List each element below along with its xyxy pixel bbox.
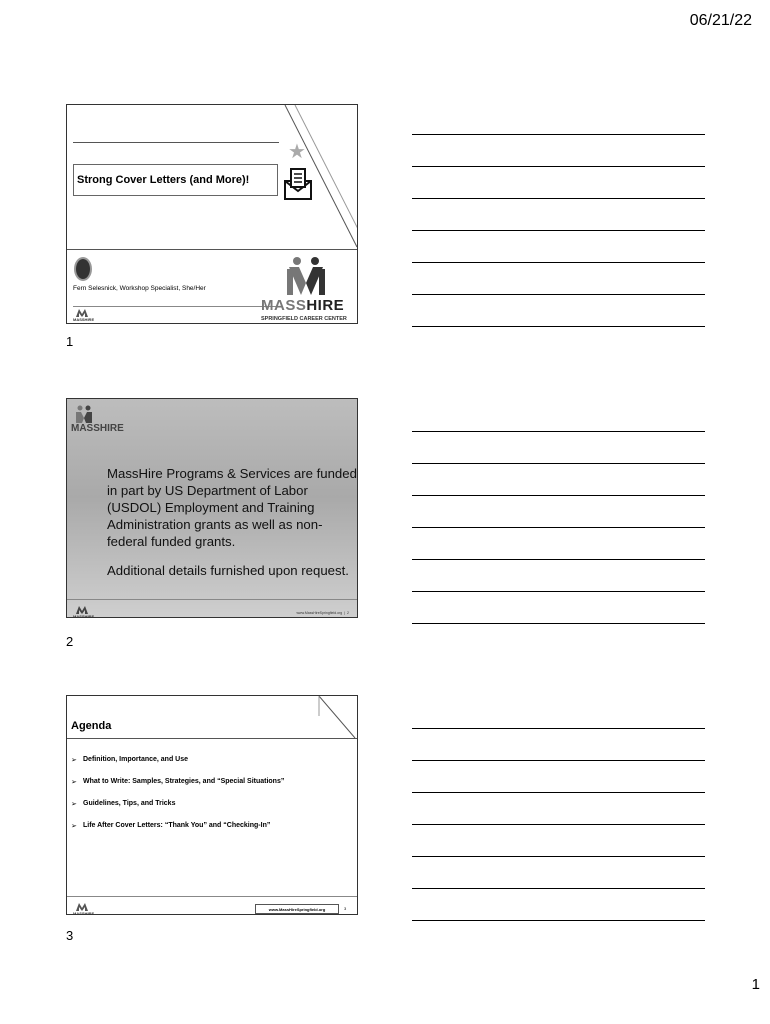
slide-index-1: 1	[66, 334, 74, 349]
agenda-item	[71, 800, 356, 808]
note-line	[412, 326, 705, 327]
brand-mass-text: MASS	[261, 297, 307, 314]
slide-title: Strong Cover Letters (and More)!	[73, 164, 278, 196]
slide-thumbnail-3[interactable]	[66, 695, 358, 915]
funding-statement	[107, 465, 357, 591]
note-line	[412, 920, 705, 921]
masshire-logo-icon	[73, 405, 95, 423]
note-line	[412, 463, 705, 464]
arrow-bullet-icon: ➢	[71, 801, 77, 808]
agenda-list	[71, 756, 356, 844]
footer-url: www.MassHireSpringfield.org	[296, 611, 343, 615]
note-line	[412, 792, 705, 793]
footer-url[interactable]: www.MassHireSpringfield.org	[255, 904, 339, 914]
arrow-bullet-icon: ➢	[71, 757, 77, 764]
masshire-logo	[71, 405, 131, 434]
mini-logo-text: MASSHIRE	[73, 911, 95, 915]
note-line	[412, 591, 705, 592]
note-line	[412, 294, 705, 295]
slide-index-2: 2	[66, 634, 74, 649]
mini-logo	[73, 605, 97, 618]
note-line	[412, 431, 705, 432]
note-line	[412, 760, 705, 761]
agenda-item-text: Definition, Importance, and Use	[83, 756, 189, 763]
decorative-lines	[317, 696, 358, 738]
arrow-bullet-icon: ➢	[71, 779, 77, 786]
masshire-mini-icon	[75, 605, 89, 614]
agenda-item-text: Guidelines, Tips, and Tricks	[83, 800, 176, 807]
slide-footer: www.MassHireSpringfield.org | 2	[296, 611, 349, 615]
note-line	[412, 166, 705, 167]
agenda-item-text: Life After Cover Letters: “Thank You” and “Checking-In”	[83, 822, 271, 829]
note-line	[412, 495, 705, 496]
mini-logo	[73, 902, 97, 915]
brand-wordmark	[261, 297, 344, 314]
brand-subtitle: SPRINGFIELD CAREER CENTER	[261, 316, 347, 322]
divider	[67, 599, 358, 600]
note-line	[412, 559, 705, 560]
funding-paragraph: MassHire Programs & Services are funded in part by US Department of Labor (USDOL) Employment and Training Administration grants as well as non-federal funded grants.	[107, 466, 357, 549]
speaker-photo	[74, 257, 92, 281]
divider	[73, 142, 279, 143]
page-number: 1	[751, 976, 760, 993]
slide-title: Agenda	[71, 720, 112, 732]
divider	[73, 306, 279, 307]
mini-logo-text: MASSHIRE	[73, 317, 95, 322]
logo-wordmark: MASSHIRE	[71, 423, 124, 434]
agenda-item	[71, 756, 356, 764]
footer-slide-number: 2	[347, 611, 349, 615]
agenda-item	[71, 822, 356, 830]
note-line	[412, 623, 705, 624]
speaker-name: Fern Selesnick, Workshop Specialist, She/Her	[73, 285, 206, 292]
notes-lines-3[interactable]	[412, 726, 705, 926]
note-line	[412, 198, 705, 199]
divider	[67, 896, 358, 897]
note-line	[412, 856, 705, 857]
note-line	[412, 527, 705, 528]
note-line	[412, 134, 705, 135]
note-line	[412, 888, 705, 889]
note-line	[412, 262, 705, 263]
star-icon: ★	[288, 141, 306, 163]
slide-thumbnail-2[interactable]	[66, 398, 358, 618]
masshire-mini-icon	[75, 902, 89, 911]
note-line	[412, 824, 705, 825]
mini-logo	[73, 308, 97, 324]
masshire-mini-icon	[75, 308, 89, 317]
notes-lines-1[interactable]	[412, 132, 705, 332]
envelope-icon	[283, 167, 313, 201]
divider	[67, 738, 358, 739]
agenda-item-text: What to Write: Samples, Strategies, and “Special Situations”	[83, 778, 285, 785]
page-date: 06/21/22	[689, 12, 752, 29]
note-line	[412, 728, 705, 729]
note-line	[412, 230, 705, 231]
footer-slide-number: 3	[344, 906, 347, 911]
slide-index-3: 3	[66, 928, 74, 943]
brand-hire-text: HIRE	[306, 297, 345, 314]
notes-lines-2[interactable]	[412, 429, 705, 629]
divider	[67, 249, 357, 250]
mini-logo-text: MASSHIRE	[73, 614, 95, 618]
agenda-item	[71, 778, 356, 786]
slide-thumbnail-1[interactable]	[66, 104, 358, 324]
details-paragraph: Additional details furnished upon request.	[107, 563, 349, 578]
arrow-bullet-icon: ➢	[71, 823, 77, 830]
